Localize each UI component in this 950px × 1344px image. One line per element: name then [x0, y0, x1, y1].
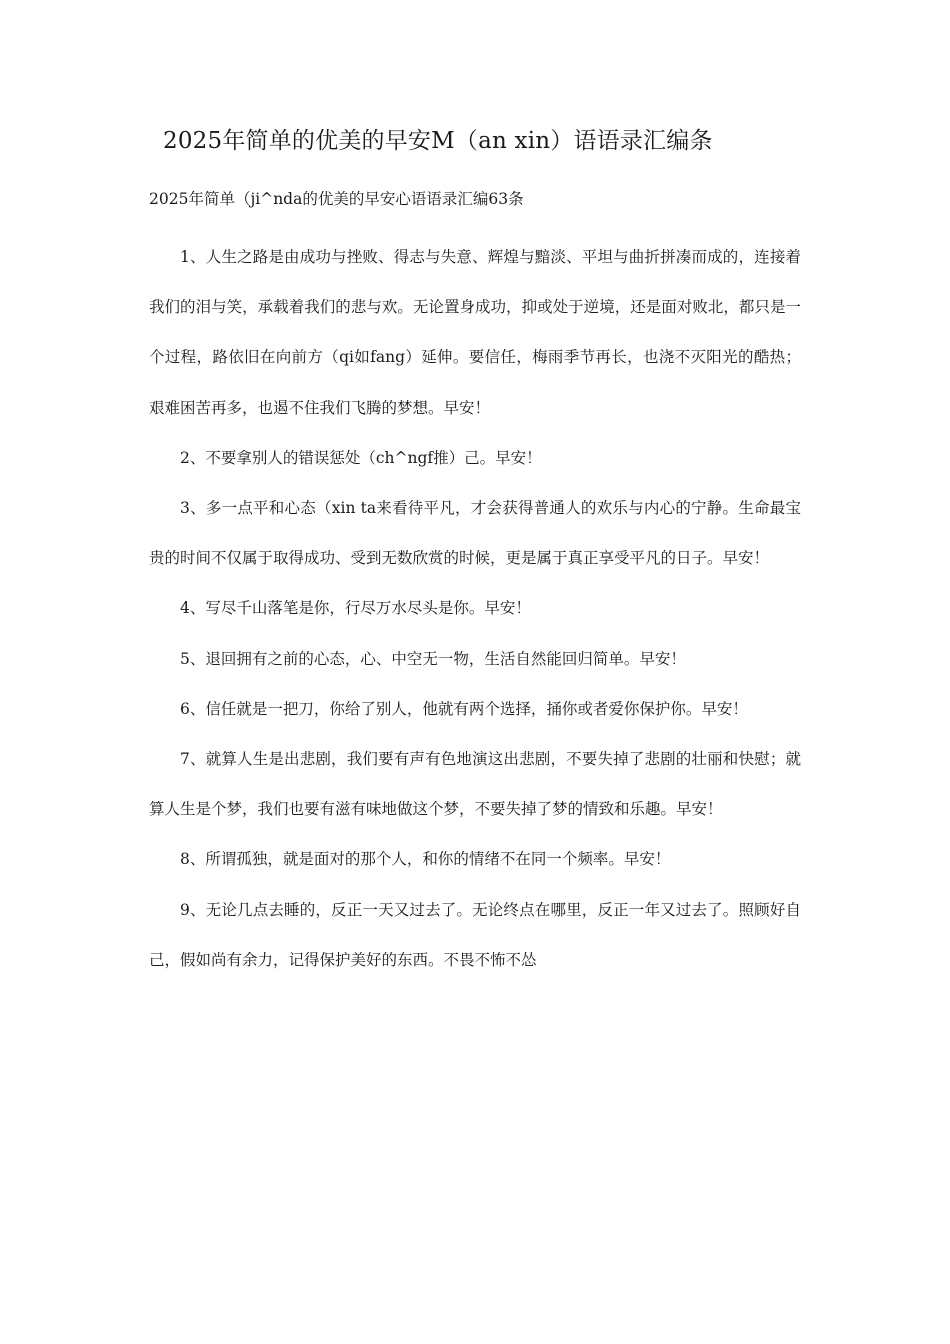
- paragraph: 5、退回拥有之前的心态，心、中空无一物，生活自然能回归简单。早安！: [180, 649, 686, 668]
- document-subtitle: 2025年简单（ji^nda的优美的早安心语语录汇编63条: [149, 190, 524, 208]
- paragraph: 4、写尽千山落笔是你，行尽万水尽头是你。早安！: [180, 599, 531, 618]
- paragraph: 8、所谓孤独，就是面对的那个人，和你的情绪不在同一个频率。早安！: [180, 850, 671, 869]
- paragraph: 9、无论几点去睡的，反正一天又过去了。无论终点在哪里，反正一年又过去了。照顾好自己，假如尚有余力，记得保护美好的东西。不畏不怖不怂: [149, 900, 801, 969]
- paragraph: 3、多一点平和心态（xin ta来看待平凡，才会获得普通人的欢乐与内心的宁静。生命最宝贵的时间不仅属于取得成功、受到无数欣赏的时候，更是属于真正享受平凡的日子。早安！: [149, 499, 801, 568]
- paragraph: 2、不要拿别人的错误惩处（ch^ngf推）己。早安！: [180, 448, 542, 467]
- document-title: 2025年简单的优美的早安M（an xin）语语录汇编条: [163, 128, 713, 154]
- paragraph: 6、信任就是一把刀，你给了别人，他就有两个选择，捅你或者爱你保护你。早安！: [180, 699, 748, 718]
- document-body: [149, 232, 801, 985]
- paragraph: 1、人生之路是由成功与挫败、得志与失意、辉煌与黯淡、平坦与曲折拼凑而成的，连接着我们的泪与笑，承载着我们的悲与欢。无论置身成功，抑或处于逆境，还是面对败北，都只是一个过程，路依旧在向前方（qi如fang）延伸。要信任，梅雨季节再长，也浇不灭阳光的酷热；艰难困苦再多，也遏不住我们飞腾的梦想。早安！: [149, 248, 801, 417]
- paragraph: 7、就算人生是出悲剧，我们要有声有色地演这出悲剧，不要失掉了悲剧的壮丽和快慰；就算人生是个梦，我们也要有滋有味地做这个梦，不要失掉了梦的情致和乐趣。早安！: [149, 750, 801, 819]
